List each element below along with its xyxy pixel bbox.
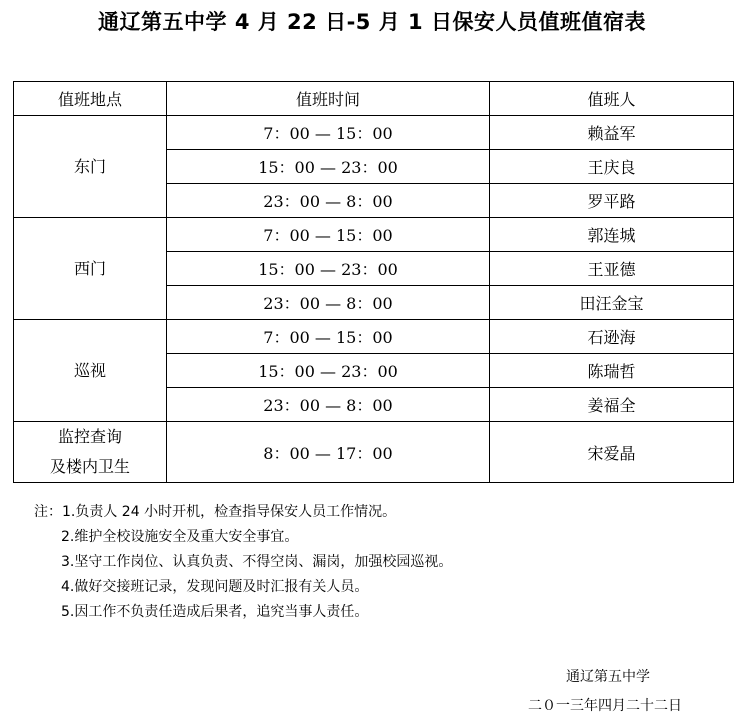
shift-time: 15：00 — 23：00 bbox=[167, 150, 490, 184]
shift-time: 15：00 — 23：00 bbox=[167, 252, 490, 286]
duty-person: 王庆良 bbox=[490, 150, 734, 184]
shift-time: 15：00 — 23：00 bbox=[167, 354, 490, 388]
duty-person: 罗平路 bbox=[490, 184, 734, 218]
shift-time: 7：00 — 15：00 bbox=[167, 218, 490, 252]
duty-person: 宋爱晶 bbox=[490, 422, 734, 483]
duty-person: 郭连城 bbox=[490, 218, 734, 252]
duty-roster-table bbox=[13, 81, 734, 483]
table-row bbox=[14, 320, 734, 354]
shift-time: 23：00 — 8：00 bbox=[167, 388, 490, 422]
note-line: 注：1.负责人 24 小时开机，检查指导保安人员工作情况。 bbox=[34, 504, 397, 520]
header-location: 值班地点 bbox=[14, 82, 167, 116]
shift-time: 23：00 — 8：00 bbox=[167, 184, 490, 218]
duty-person: 田汪金宝 bbox=[490, 286, 734, 320]
table-header-row bbox=[14, 82, 734, 116]
note-line: 3.坚守工作岗位、认真负责、不得空岗、漏岗，加强校园巡视。 bbox=[61, 554, 453, 570]
table-row bbox=[14, 422, 734, 483]
duty-person: 赖益军 bbox=[490, 116, 734, 150]
location-cell: 巡视 bbox=[14, 320, 167, 422]
note-line: 4.做好交接班记录，发现问题及时汇报有关人员。 bbox=[61, 579, 369, 595]
location-line: 及楼内卫生 bbox=[49, 457, 130, 476]
duty-person: 石逊海 bbox=[490, 320, 734, 354]
location-line: 监控查询 bbox=[57, 427, 122, 446]
shift-time: 8：00 — 17：00 bbox=[167, 422, 490, 483]
table-row bbox=[14, 116, 734, 150]
location-cell: 东门 bbox=[14, 116, 167, 218]
duty-person: 陈瑞哲 bbox=[490, 354, 734, 388]
signature-date: 二０一三年四月二十二日 bbox=[528, 698, 682, 714]
location-cell: 西门 bbox=[14, 218, 167, 320]
note-line: 2.维护全校设施安全及重大安全事宜。 bbox=[61, 529, 299, 545]
notes-section bbox=[34, 500, 452, 625]
table-row bbox=[14, 218, 734, 252]
page-title: 通辽第五中学 4 月 22 日-5 月 1 日保安人员值班值宿表 bbox=[98, 10, 646, 34]
duty-person: 王亚德 bbox=[490, 252, 734, 286]
signature-school: 通辽第五中学 bbox=[566, 669, 650, 685]
shift-time: 7：00 — 15：00 bbox=[167, 116, 490, 150]
header-time: 值班时间 bbox=[167, 82, 490, 116]
header-person: 值班人 bbox=[490, 82, 734, 116]
shift-time: 23：00 — 8：00 bbox=[167, 286, 490, 320]
location-cell bbox=[14, 422, 167, 483]
duty-person: 姜福全 bbox=[490, 388, 734, 422]
shift-time: 7：00 — 15：00 bbox=[167, 320, 490, 354]
note-line: 5.因工作不负责任造成后果者，追究当事人责任。 bbox=[61, 604, 369, 620]
